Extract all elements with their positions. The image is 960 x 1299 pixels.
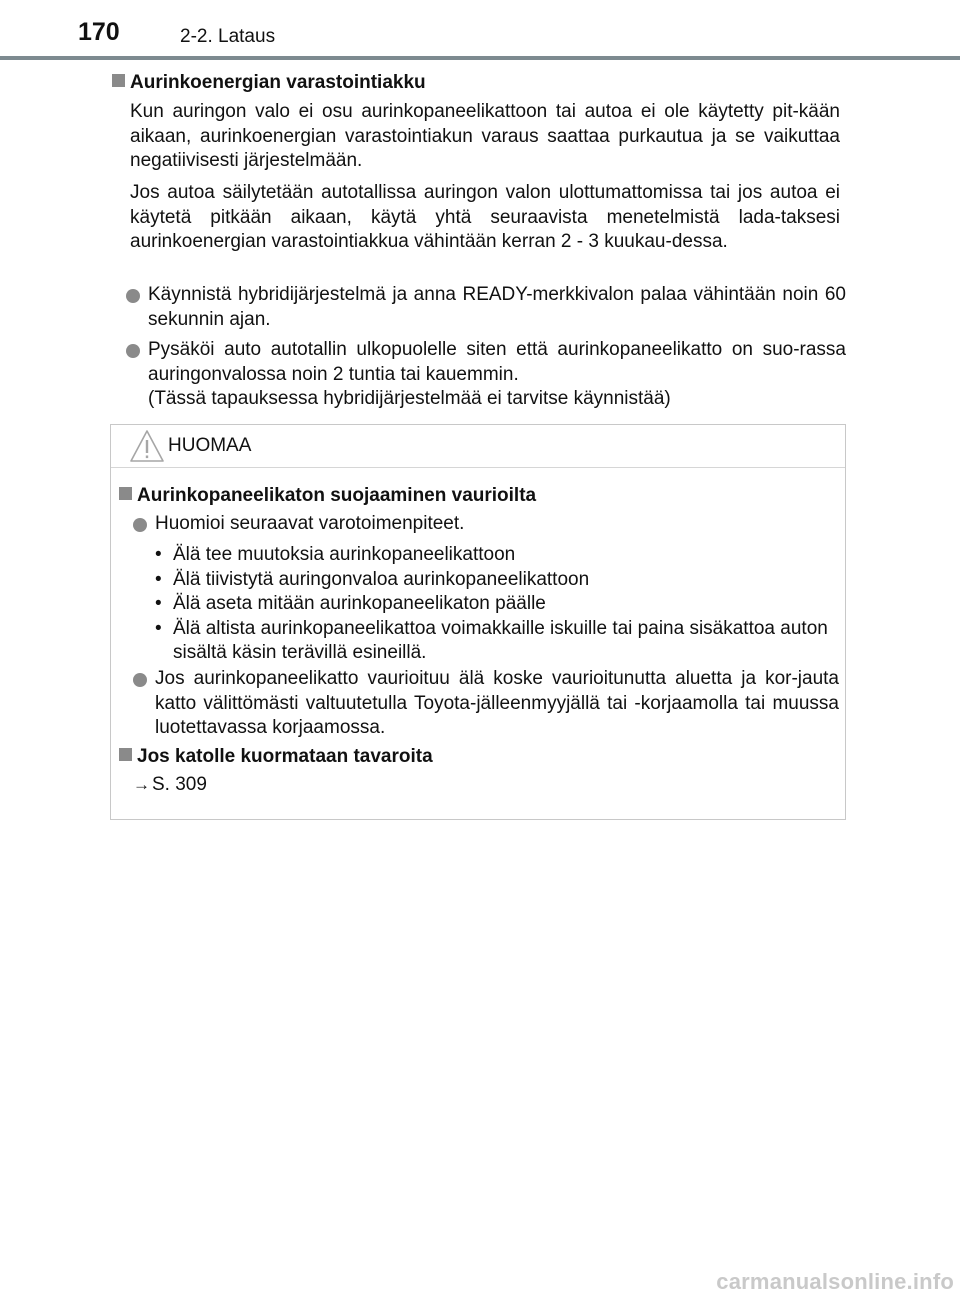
warning-triangle-icon [129,429,165,463]
list-item [126,338,846,412]
round-bullet-icon [133,518,147,532]
section-title: 2-2. Lataus [180,26,276,47]
precaution-list [155,543,835,666]
list-item [133,667,839,741]
section-heading [112,72,426,94]
list-item-text: Pysäköi auto autotallin ulkopuolelle siten että aurinkopaneelikatto on suo-rassa auringonvalossa noin 2 tuntia tai kauemmin. [148,339,846,385]
notice-title: HUOMAA [168,435,252,456]
round-bullet-icon [126,289,140,303]
watermark-logo: carmanualsonline.info [716,1269,954,1294]
page-reference-text[interactable]: S. 309 [152,774,207,795]
list-item-text: Jos aurinkopaneelikatto vaurioituu älä koske vaurioitunutta aluetta ja kor-jauta katto välittömästi valtuutetulla Toyota-jälleenmyyjällä tai -korjaamolla tai muussa luotettavassa korjaamossa. [155,668,839,738]
list-item [126,283,846,332]
arrow-right-icon: → [133,775,150,794]
section-heading-text: Aurinkoenergian varastointiakku [130,72,426,93]
precaution-item: • Älä aseta mitään aurinkopaneelikaton päälle [155,592,835,617]
page-header [0,0,960,62]
page-number: 170 [78,18,120,46]
round-bullet-icon [133,673,147,687]
square-bullet-icon [119,487,132,500]
square-bullet-icon [112,74,125,87]
square-bullet-icon [119,748,132,761]
notice-heading [119,485,536,507]
precaution-item: • Älä tee muutoksia aurinkopaneelikattoon [155,543,835,568]
list-item-note: (Tässä tapauksessa hybridijärjestelmää ei tarvitse käynnistää) [148,388,671,409]
paragraph: Kun auringon valo ei osu aurinkopaneelikattoon tai autoa ei ole käytetty pit-kään aikaan, aurinkoenergian varastointiakun varaus saattaa purkautua ja se vaikuttaa negatiivisesti järjestelmään. [130,101,840,171]
header-rule [0,56,960,60]
notice-heading-text: Jos katolle kuormataan tavaroita [137,746,433,767]
precaution-item: • Älä altista aurinkopaneelikattoa voimakkaille iskuille tai paina sisäkattoa auton sisältä käsin terävillä esineillä. [155,617,835,666]
notice-heading-text: Aurinkopaneelikaton suojaaminen vaurioilta [137,485,537,506]
paragraph: Jos autoa säilytetään autotallissa auringon valon ulottumattomissa tai jos autoa ei käytetä pitkään aikaan, käytä yhtä seuraavista menetelmistä lada-taksesi aurinkoenergian varastointiakkua vähintään kerran 2 - 3 kuukau-dessa. [130,182,840,252]
page-reference[interactable] [133,774,207,796]
round-bullet-icon [126,344,140,358]
list-item-text: Huomioi seuraavat varotoimenpiteet. [155,513,465,534]
notice-header [111,425,845,468]
list-item [133,512,839,537]
notice-box [110,424,846,820]
notice-heading [119,746,433,768]
list-item-text: Käynnistä hybridijärjestelmä ja anna READY-merkkivalon palaa vähintään noin 60 sekunnin ajan. [148,284,846,330]
precaution-item: • Älä tiivistytä auringonvaloa aurinkopaneelikattoon [155,568,835,593]
